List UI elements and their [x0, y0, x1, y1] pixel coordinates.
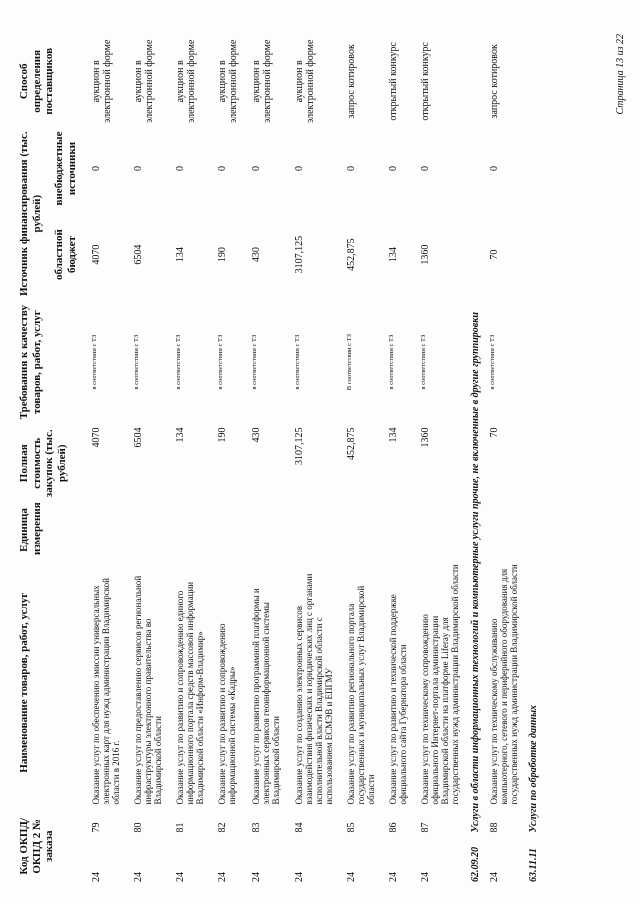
order-number: 87 — [420, 822, 432, 833]
order-prefix: 24 — [420, 872, 432, 882]
order-prefix: 24 — [293, 872, 305, 882]
procurement-method: запрос котировок — [345, 44, 357, 119]
order-prefix: 24 — [175, 872, 187, 882]
group-label: Услуги в области информационных технологий и компьютерные услуги прочие, не включенные в другие группировки — [469, 312, 481, 833]
financing-regional: 134 — [388, 247, 400, 263]
financing-regional: 430 — [251, 247, 263, 263]
table-row — [169, 35, 211, 885]
procurement-method: аукцион в электронной форме — [217, 39, 240, 124]
procurement-method: аукцион в электронной форме — [175, 39, 198, 124]
order-prefix: 24 — [388, 872, 400, 882]
item-cost: 430 — [251, 427, 263, 443]
financing-regional: 190 — [217, 247, 229, 263]
header-cost: Полная стоимость закупок (тыс. рублей) — [18, 429, 68, 498]
item-name: Оказание услуг по развитию и сопровождению единого информационного портала средств массовой информации Владимирской области «Информ-Владимир» — [175, 581, 206, 805]
item-requirements: в соответствии с ТЗ — [132, 334, 140, 390]
item-cost: 3107,125 — [293, 427, 305, 466]
procurement-method: запрос котировок — [488, 44, 500, 119]
table-row — [85, 35, 127, 885]
order-number: 79 — [90, 822, 102, 833]
financing-extra: 0 — [293, 166, 305, 171]
item-cost: 190 — [217, 427, 229, 443]
order-prefix: 24 — [488, 872, 500, 882]
group-code: 63.11.11 — [527, 848, 539, 882]
table-row — [127, 35, 169, 885]
table-row — [245, 35, 287, 885]
financing-extra: 0 — [90, 166, 102, 171]
procurement-method: открытый конкурс — [420, 42, 432, 121]
order-number: 81 — [175, 822, 187, 833]
financing-regional: 134 — [175, 247, 187, 263]
item-requirements: в соответствии с ТЗ — [251, 334, 259, 390]
financing-extra: 0 — [388, 166, 400, 171]
item-requirements: в соответствии с ТЗ — [293, 334, 301, 390]
financing-regional: 4070 — [90, 244, 102, 265]
financing-extra: 0 — [175, 166, 187, 171]
item-cost: 134 — [175, 427, 187, 443]
group-code: 62.09.20 — [469, 847, 481, 882]
group-row — [525, 35, 541, 885]
item-cost: 6504 — [132, 427, 144, 448]
item-name: Оказание услуг по развитию и технической поддержке официального сайта Губернатора области — [388, 594, 409, 805]
item-unit — [483, 502, 525, 558]
order-prefix: 24 — [90, 872, 102, 882]
order-prefix: 24 — [217, 872, 229, 882]
item-cost: 134 — [388, 427, 400, 443]
header-code: Код ОКПД/ ОКПД 2 № заказа — [18, 817, 56, 875]
table-row — [382, 35, 414, 885]
item-name: Оказание услуг по развитию и сопровождению информационной системы «Кадры» — [217, 623, 238, 805]
item-cost: 1360 — [420, 427, 432, 448]
financing-extra: 0 — [488, 166, 500, 171]
procurement-method: аукцион в электронной форме — [251, 39, 274, 124]
item-unit — [169, 502, 211, 558]
procurement-method: открытый конкурс — [388, 42, 400, 121]
financing-regional: 70 — [488, 249, 500, 260]
item-unit — [288, 502, 340, 558]
group-label: Услуги по обработке данных — [527, 704, 539, 833]
header-requirements: Требования к качеству товаров, работ, услуг — [18, 305, 43, 420]
item-requirements: в соответствии с ТЗ — [90, 334, 98, 390]
financing-extra: 0 — [217, 166, 229, 171]
item-requirements: в соответствии с ТЗ — [175, 334, 183, 390]
financing-extra: 0 — [420, 166, 432, 171]
table-row — [414, 35, 466, 885]
group-row — [467, 35, 483, 885]
table-row — [288, 35, 340, 885]
table-row — [483, 35, 525, 885]
order-prefix: 24 — [251, 872, 263, 882]
item-name: Оказание услуг по обеспечению эмиссии универсальных электронных карт для нужд администрации Владимирской области в 2016 г. — [90, 578, 121, 805]
item-unit — [245, 502, 287, 558]
header-financing: Источник финансирования (тыс. рублей) — [18, 131, 43, 297]
header-financing-regional: областной бюджет — [53, 229, 78, 280]
financing-regional: 1360 — [420, 244, 432, 265]
item-requirements: В соответствии с ТЗ — [345, 334, 353, 391]
order-number: 82 — [217, 822, 229, 833]
order-number: 86 — [388, 822, 400, 833]
order-number: 84 — [293, 822, 305, 833]
item-name: Оказание услуг по созданию электронных сервисов взаимодействия физических и юридических лиц с органами исполнительной власти Владимирской области с использованием ЕСМЭВ и ЕПГМУ — [293, 573, 334, 805]
financing-extra: 0 — [251, 166, 263, 171]
financing-extra: 0 — [345, 166, 357, 171]
order-number: 85 — [345, 822, 357, 833]
procurement-table — [14, 35, 541, 885]
order-number: 80 — [132, 822, 144, 833]
financing-extra: 0 — [132, 166, 144, 171]
item-name: Оказание услуг по развитию регионального портала государственных и муниципальных услуг Владимирской области — [345, 585, 376, 805]
procurement-method: аукцион в электронной форме — [90, 39, 113, 124]
item-requirements: в соответствии с ТЗ — [217, 334, 225, 390]
header-unit: Единица измерения — [18, 502, 43, 555]
financing-regional: 452,875 — [345, 238, 357, 271]
item-cost: 70 — [488, 427, 500, 438]
item-unit — [414, 502, 466, 558]
item-unit — [382, 502, 414, 558]
item-requirements: в соответствии с ТЗ — [420, 334, 428, 390]
item-requirements: в соответствии с ТЗ — [488, 334, 496, 390]
item-name: Оказание услуг по развитию программной платформы и электронных сервисов геоинформационной системы Владимирской области — [251, 588, 282, 805]
header-name: Наименование товаров, работ, услуг — [18, 592, 30, 773]
item-unit — [127, 502, 169, 558]
item-cost: 4070 — [90, 427, 102, 448]
header-method: Способ определения поставщиков — [18, 47, 56, 115]
table-body — [85, 35, 542, 885]
item-cost: 452,875 — [345, 427, 357, 461]
item-unit — [85, 502, 127, 558]
procurement-method: аукцион в электронной форме — [293, 39, 316, 124]
order-number: 83 — [251, 822, 263, 833]
item-name: Оказание услуг по техническому обслуживанию компьютерного, сетевого и периферийного оборудования для государственных нужд администрации Владимирской области — [488, 564, 519, 805]
item-name: Оказание услуг по техническому сопровождению официального Интернет-портала администрации Владимирской области на платформе Liferay для государственных нужд администрации Владимирской области — [420, 564, 461, 805]
financing-regional: 6504 — [132, 244, 144, 265]
item-requirements: в соответствии с ТЗ — [388, 334, 396, 390]
table-row — [340, 35, 382, 885]
header-row — [14, 35, 49, 885]
order-prefix: 24 — [345, 872, 357, 882]
procurement-method: аукцион в электронной форме — [132, 39, 155, 124]
item-unit — [340, 502, 382, 558]
header-financing-extra: внебюджетные источники — [53, 131, 78, 206]
table-row — [211, 35, 245, 885]
item-name: Оказание услуг по предоставлению сервисов региональной инфраструктуры электронного правительства во Владимирской области — [132, 575, 163, 805]
page-number: Страница 13 из 22 — [615, 34, 626, 115]
order-prefix: 24 — [132, 872, 144, 882]
order-number: 88 — [488, 822, 500, 833]
financing-regional: 3107,125 — [293, 235, 305, 274]
item-unit — [211, 502, 245, 558]
